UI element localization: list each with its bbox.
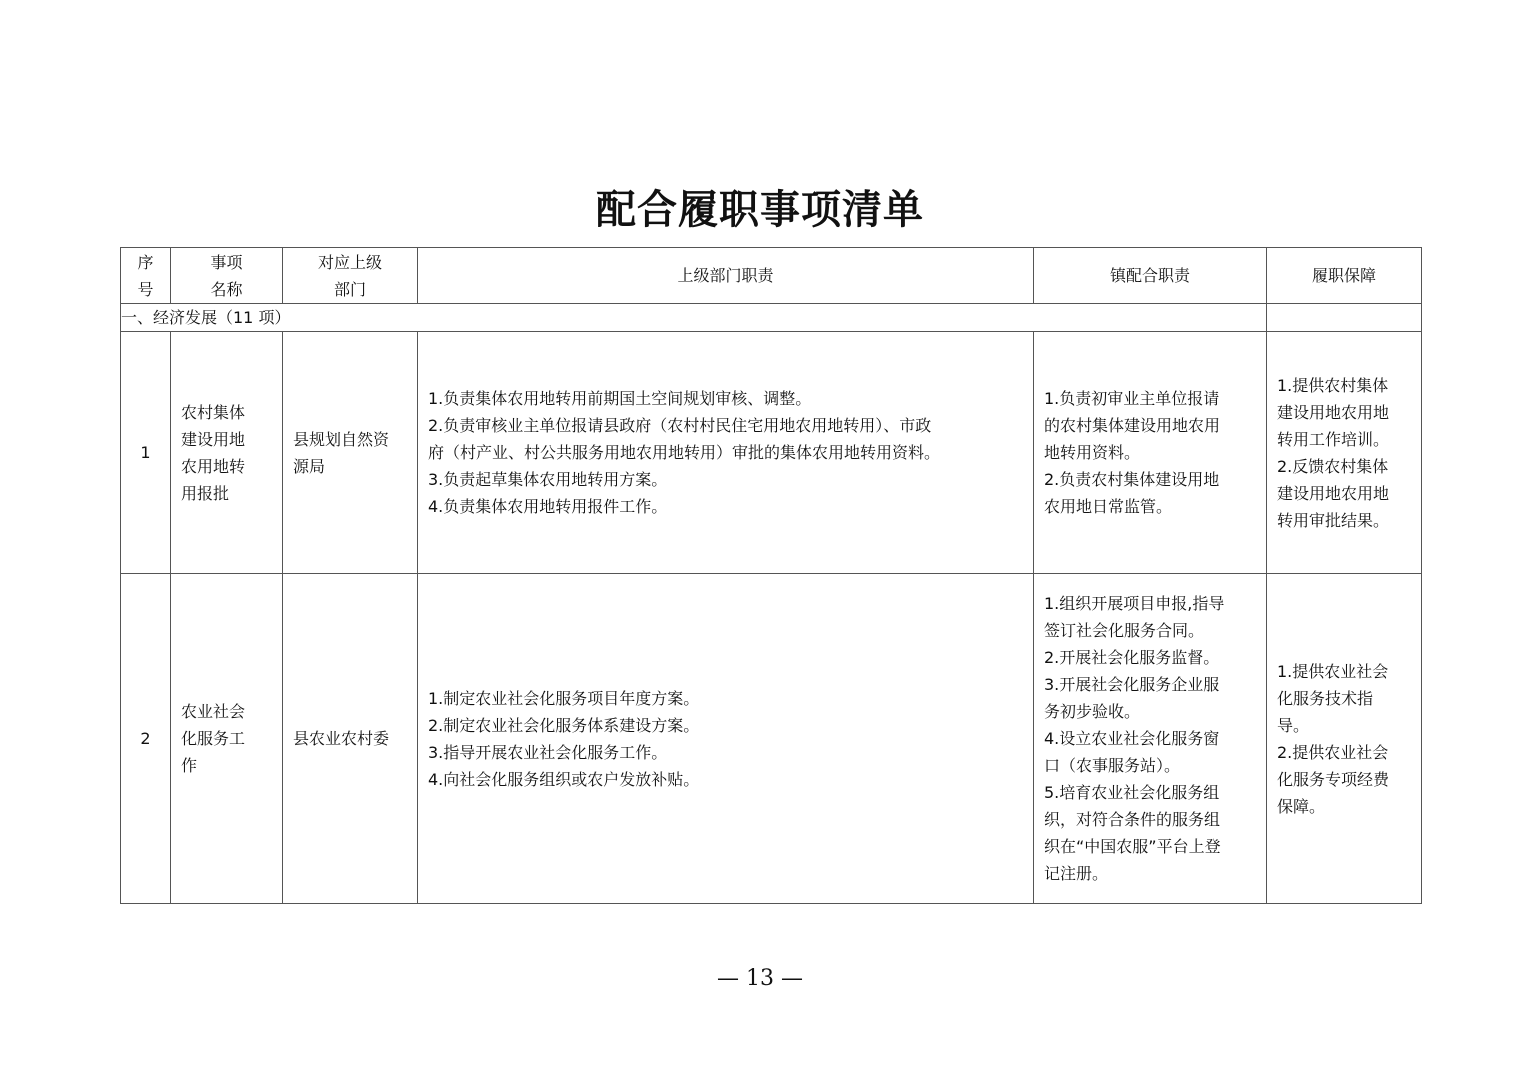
row-number: 1 [121,332,171,574]
town-duty-cell: 1.组织开展项目申报,指导 签订社会化服务合同。 2.开展社会化服务监督。 3.开展社会化服务企业服 务初步验收。 4.设立农业社会化服务窗 口（农事服务站）。 5.培育农业社会化服务组 织，对符合条件的服务组 织在“中国农服”平台上登 记注册。 [1034,574,1267,904]
header-item-name: 事项 名称 [171,248,283,304]
dept-cell: 县规划自然资 源局 [283,332,418,574]
table-row [121,332,1422,574]
dept-cell: 县农业农村委 [283,574,418,904]
header-upper-dept: 对应上级 部门 [283,248,418,304]
header-guarantee: 履职保障 [1267,248,1422,304]
page-title: 配合履职事项清单 [596,186,924,233]
table-row [121,574,1422,904]
header-town-duty: 镇配合职责 [1034,248,1267,304]
item-name-cell: 农业社会 化服务工 作 [171,574,283,904]
section-title: 一、经济发展（11 项） [121,304,1267,332]
guarantee-cell: 1.提供农业社会 化服务技术指 导。 2.提供农业社会 化服务专项经费 保障。 [1267,574,1422,904]
header-upper-duty: 上级部门职责 [418,248,1034,304]
header-row [121,248,1422,304]
guarantee-cell: 1.提供农村集体 建设用地农用地 转用工作培训。 2.反馈农村集体 建设用地农用地 转用审批结果。 [1267,332,1422,574]
town-duty-cell: 1.负责初审业主单位报请 的农村集体建设用地农用 地转用资料。 2.负责农村集体建设用地 农用地日常监管。 [1034,332,1267,574]
upper-duty-cell: 1.制定农业社会化服务项目年度方案。 2.制定农业社会化服务体系建设方案。 3.指导开展农业社会化服务工作。 4.向社会化服务组织或农户发放补贴。 [418,574,1034,904]
section-empty-cell [1267,304,1422,332]
row-number: 2 [121,574,171,904]
duty-table [120,247,1422,904]
page-number: — 13 — [717,966,803,991]
section-row [121,304,1422,332]
upper-duty-cell: 1.负责集体农用地转用前期国土空间规划审核、调整。 2.负责审核业主单位报请县政府（农村村民住宅用地农用地转用）、市政 府（村产业、村公共服务用地农用地转用）审批的集体农用地转用资料。 3.负责起草集体农用地转用方案。 4.负责集体农用地转用报件工作。 [418,332,1034,574]
header-seq: 序 号 [121,248,171,304]
item-name-cell: 农村集体 建设用地 农用地转 用报批 [171,332,283,574]
